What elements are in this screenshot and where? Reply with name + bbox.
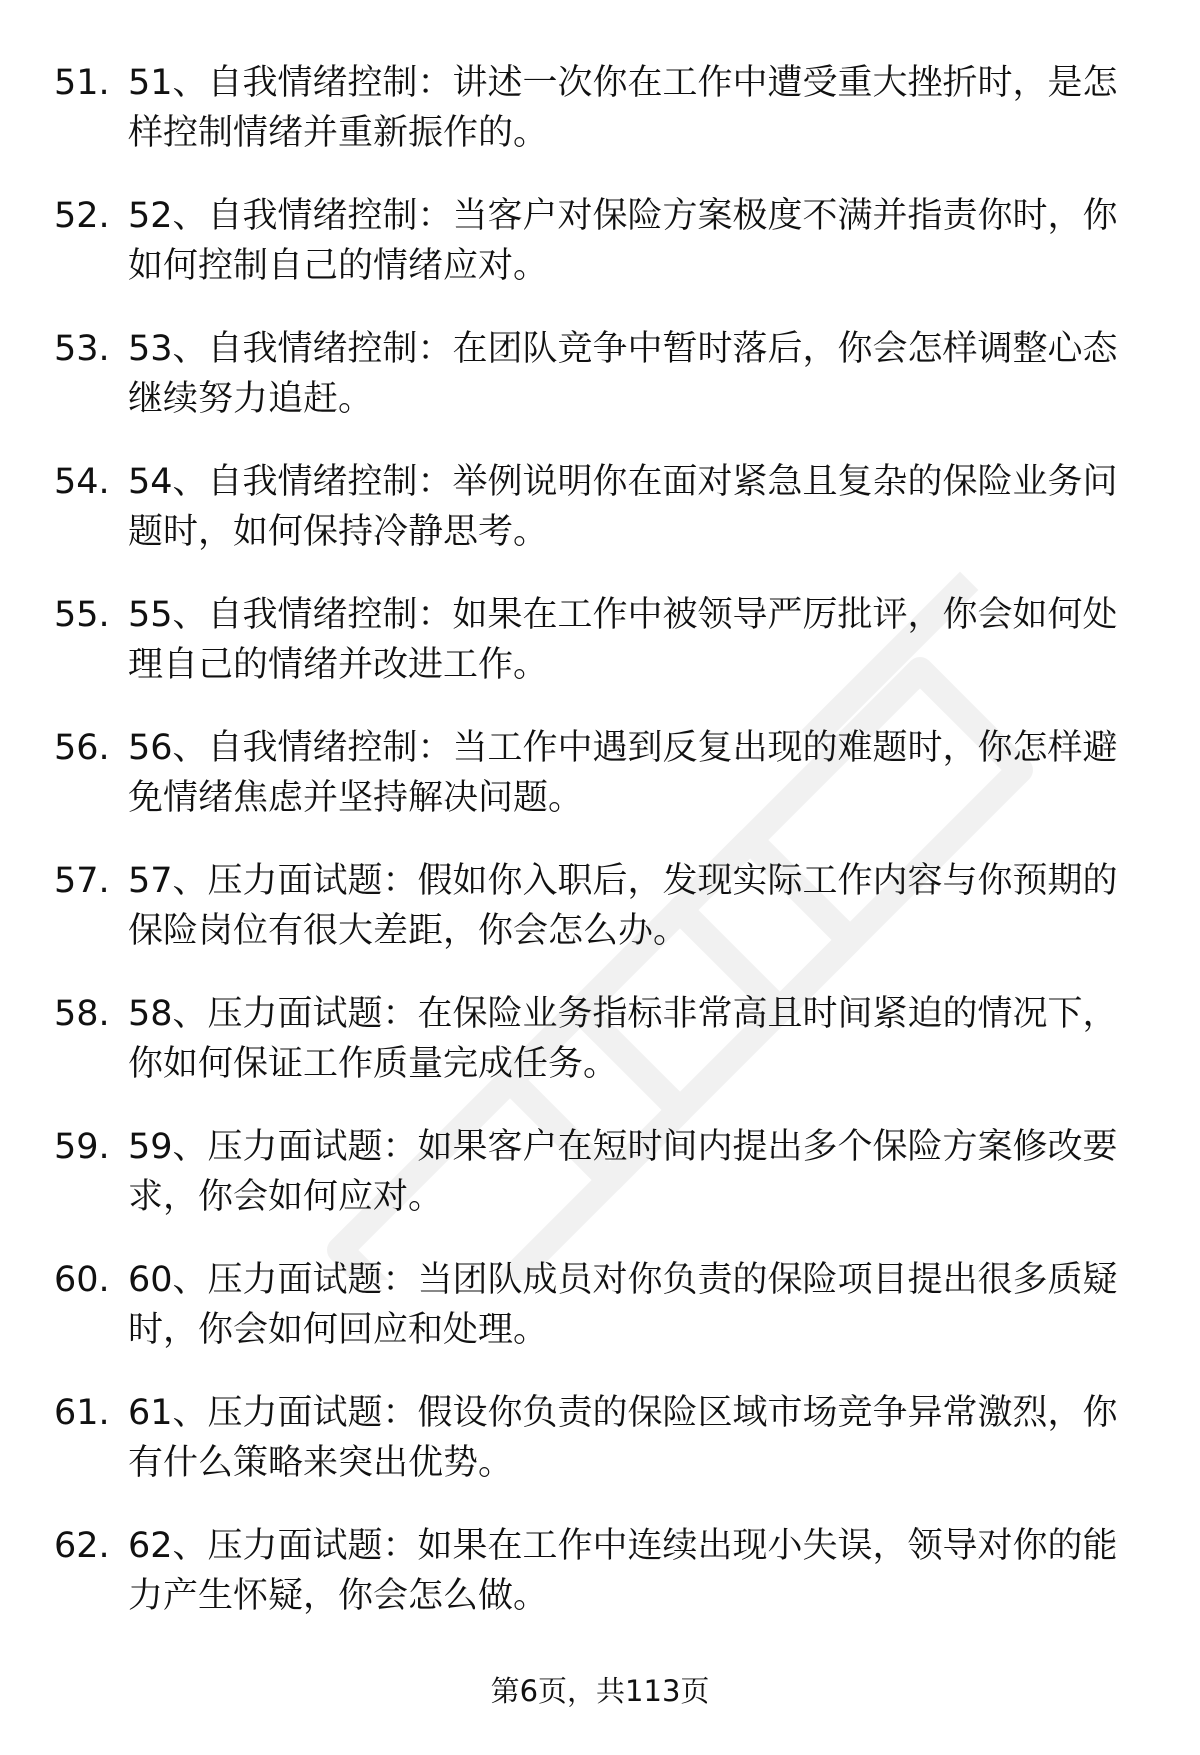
list-item bbox=[0, 723, 1200, 856]
list-item bbox=[0, 856, 1200, 989]
item-number: 62. bbox=[54, 1526, 110, 1566]
list-item bbox=[0, 58, 1200, 191]
item-number: 56. bbox=[54, 728, 110, 768]
item-number: 57. bbox=[54, 861, 110, 901]
item-text: 57、压力面试题：假如你入职后，发现实际工作内容与你预期的保险岗位有很大差距，你会怎么办。 bbox=[128, 861, 1118, 951]
item-text: 52、自我情绪控制：当客户对保险方案极度不满并指责你时，你如何控制自己的情绪应对。 bbox=[128, 196, 1118, 286]
list-item bbox=[0, 324, 1200, 457]
item-text: 58、压力面试题：在保险业务指标非常高且时间紧迫的情况下，你如何保证工作质量完成任务。 bbox=[128, 994, 1118, 1084]
item-text: 62、压力面试题：如果在工作中连续出现小失误，领导对你的能力产生怀疑，你会怎么做。 bbox=[128, 1526, 1118, 1616]
list-item bbox=[0, 1122, 1200, 1255]
item-text: 53、自我情绪控制：在团队竞争中暂时落后，你会怎样调整心态继续努力追赶。 bbox=[128, 329, 1118, 419]
item-text: 55、自我情绪控制：如果在工作中被领导严厉批评，你会如何处理自己的情绪并改进工作。 bbox=[128, 595, 1118, 685]
page-number: 第6页，共113页 bbox=[490, 1674, 710, 1708]
item-number: 58. bbox=[54, 994, 110, 1034]
item-number: 55. bbox=[54, 595, 110, 635]
item-number: 59. bbox=[54, 1127, 110, 1167]
list-item bbox=[0, 191, 1200, 324]
list-item bbox=[0, 1521, 1200, 1654]
item-text: 54、自我情绪控制：举例说明你在面对紧急且复杂的保险业务问题时，如何保持冷静思考。 bbox=[128, 462, 1118, 552]
page-footer bbox=[0, 1671, 1200, 1711]
list-item bbox=[0, 1255, 1200, 1388]
item-text: 59、压力面试题：如果客户在短时间内提出多个保险方案修改要求，你会如何应对。 bbox=[128, 1127, 1118, 1217]
list-item bbox=[0, 590, 1200, 723]
list-item bbox=[0, 457, 1200, 590]
item-number: 60. bbox=[54, 1260, 110, 1300]
item-number: 54. bbox=[54, 462, 110, 502]
question-list bbox=[0, 58, 1200, 1654]
item-text: 61、压力面试题：假设你负责的保险区域市场竞争异常激烈，你有什么策略来突出优势。 bbox=[128, 1393, 1118, 1483]
list-item bbox=[0, 1388, 1200, 1521]
item-text: 51、自我情绪控制：讲述一次你在工作中遭受重大挫折时，是怎样控制情绪并重新振作的。 bbox=[128, 63, 1118, 153]
item-number: 51. bbox=[54, 63, 110, 103]
list-item bbox=[0, 989, 1200, 1122]
item-number: 52. bbox=[54, 196, 110, 236]
item-number: 53. bbox=[54, 329, 110, 369]
item-text: 60、压力面试题：当团队成员对你负责的保险项目提出很多质疑时，你会如何回应和处理。 bbox=[128, 1260, 1118, 1350]
item-text: 56、自我情绪控制：当工作中遇到反复出现的难题时，你怎样避免情绪焦虑并坚持解决问题。 bbox=[128, 728, 1118, 818]
item-number: 61. bbox=[54, 1393, 110, 1433]
